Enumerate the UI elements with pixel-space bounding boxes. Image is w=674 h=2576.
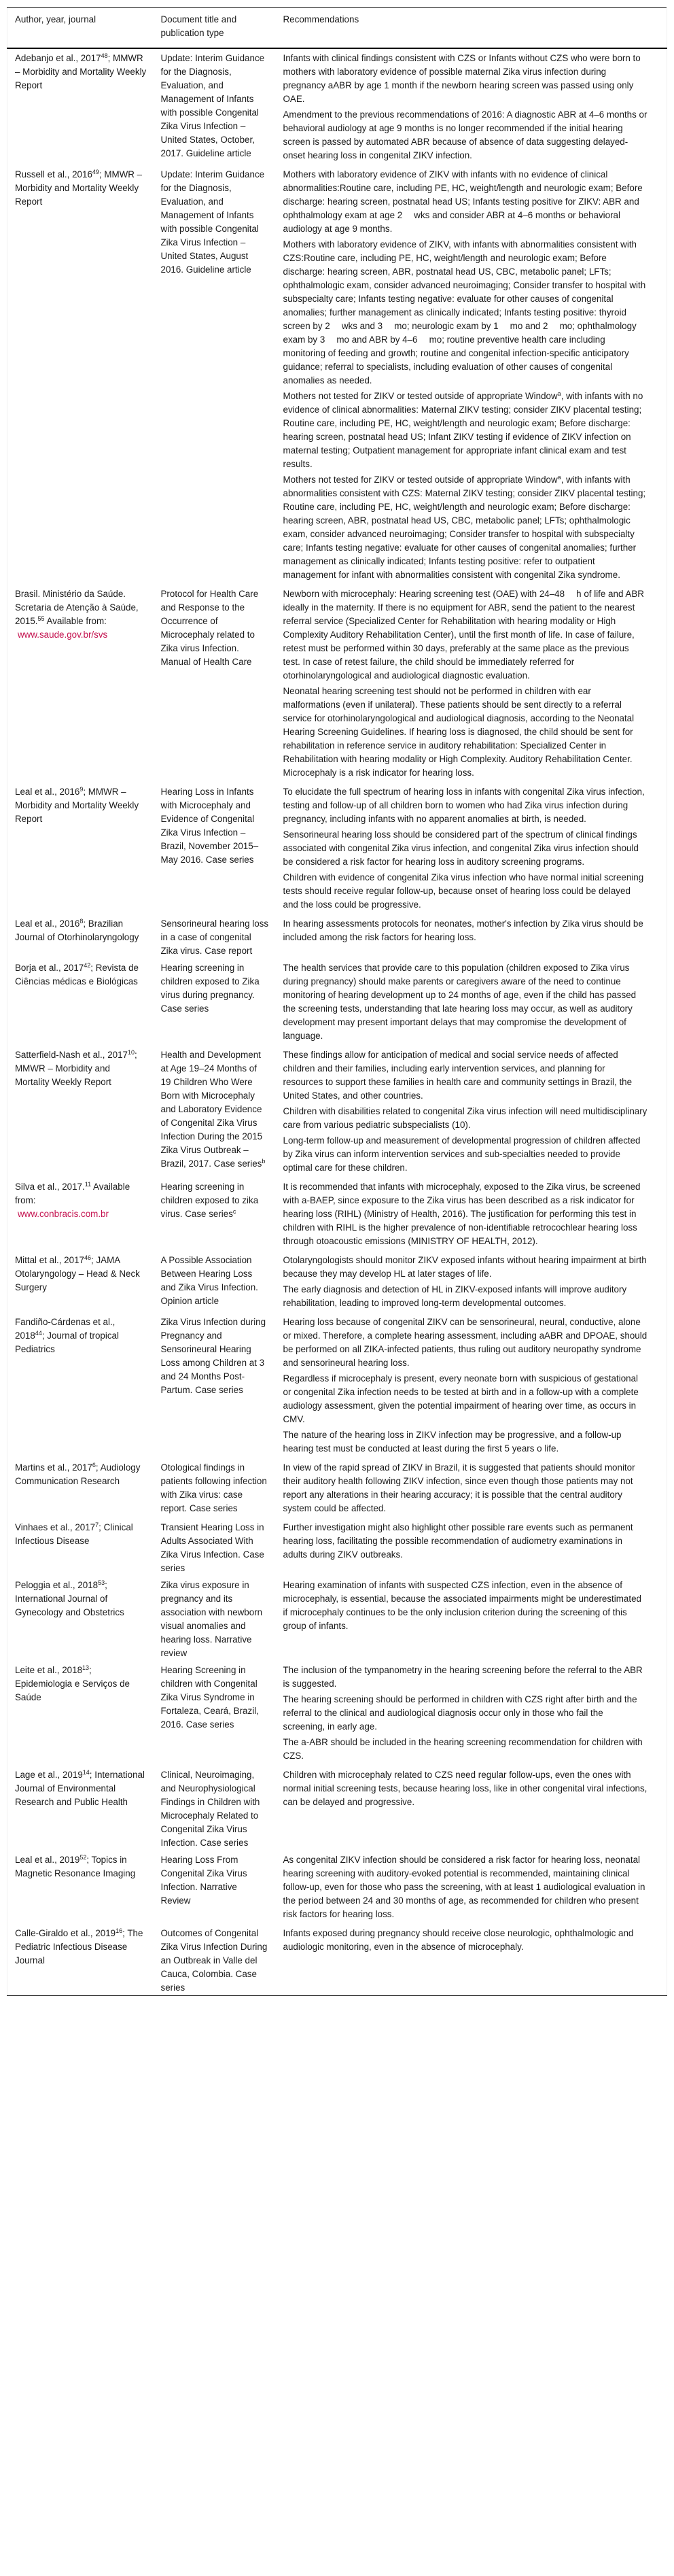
reference-number: 49 xyxy=(92,169,99,175)
header-document-title: Document title and publication type xyxy=(160,14,237,38)
table-row xyxy=(7,1661,667,1766)
journal-name: Available from: xyxy=(44,616,107,626)
reference-number: 6 xyxy=(92,1462,96,1469)
recommendation-paragraph xyxy=(283,390,648,471)
recommendation-text: Newborn with microcephaly: Hearing screening test (OAE) with 24–48 h of life and ABR ideally in the maternity. If there is no equipment for ABR, send the patient to the nearest referral service (Specialized Center for Rehabilitation with hearing modality or High Complexity Auditory Rehabilitation Center), until the first month of life. In case of failure, retest must be performed within 30 days, preferably at the same place as the previous test. In case of retest failure, the child should be immediately referred for otorhinolaryngological and audiological diagnostic evaluation. xyxy=(283,589,644,681)
recommendation-paragraph xyxy=(283,1254,648,1281)
recommendation-paragraph xyxy=(283,685,648,780)
document-title: Outcomes of Congenital Zika Virus Infection During an Outbreak in Valle del Cauca, Colombia. Case series xyxy=(160,1928,268,1993)
journal-name: ; Clinical Infectious Disease xyxy=(15,1522,133,1546)
author-cell xyxy=(7,1458,154,1518)
recommendation-paragraph xyxy=(283,1461,648,1515)
recommendation-paragraph xyxy=(283,1521,648,1562)
recommendation-text: The inclusion of the tympanometry in the hearing screening before the referral to the ABR is suggested. xyxy=(283,1665,643,1689)
reference-number: 14 xyxy=(82,1769,90,1776)
recommendation-paragraph xyxy=(283,1853,648,1921)
document-title: Hearing Loss in Infants with Microcephaly and Evidence of Congenital Zika Virus Infection – Brazil, November 2015–May 2016. Case series xyxy=(160,787,259,865)
recommendation-text: Children with disabilities related to congenital Zika virus infection will need multidisciplinary care from various pediatric subspecialists (10). xyxy=(283,1106,648,1130)
author-cell xyxy=(7,1766,154,1851)
document-title: Hearing screening in children exposed to zika virus. Case series xyxy=(160,1182,259,1219)
author-name: Leite et al., 2018 xyxy=(15,1665,83,1675)
recommendation-paragraph xyxy=(283,52,648,106)
document-title-cell xyxy=(154,1924,276,1996)
journal-name: ; Brazilian Journal of Otorhinolaryngology xyxy=(15,918,139,942)
author-cell xyxy=(7,1313,154,1458)
recommendation-text: These findings allow for anticipation of medical and social service needs of affected children and their families, including early intervention services, and planning for resources to support these families in health care and community settings in Brazil, the United States, and other countries. xyxy=(283,1050,633,1101)
recommendation-text: Mothers with laboratory evidence of ZIKV with infants with no evidence of clinical abnormalities:Routine care, including PE, HC, weight/length and neurologic exam; Before discharge: hearing screen, postnatal head US; Infants testing positive for ZIKV: ABR and ophthalmology exam at age 2 wks and consider ABR at 4–6 months or behavioral audiology at age 9 months. xyxy=(283,169,643,234)
reference-number: 10 xyxy=(128,1049,135,1056)
table-body xyxy=(7,48,667,1996)
recommendation-paragraph xyxy=(283,1180,648,1248)
recommendation-paragraph xyxy=(283,587,648,683)
recommendations-cell xyxy=(276,48,667,165)
reference-number: 8 xyxy=(79,918,84,925)
recommendations-table xyxy=(7,7,667,1996)
recommendation-text: Hearing loss because of congenital ZIKV can be sensorineural, neural, conductive, alone or mixed. Therefore, a complete hearing assessment, including aABR and DPOAE, should be performed on all ZIKA-infected patients, thus ruling out auditory neuropathy syndrome and sensorineural hearing loss. xyxy=(283,1317,648,1368)
recommendation-text: It is recommended that infants with microcephaly, exposed to the Zika virus, be screened with a-BAEP, since exposure to the Zika virus has been described as a risk indicator for hearing loss (RIHL) (Ministry of Health, 2016). The justification for performing this test in children with RIHL is the higher prevalence of non-identifiable retrocochlear hearing loss through otoacoustic emissions (MINISTRY OF HEALTH, 2012). xyxy=(283,1182,641,1246)
document-title: Transient Hearing Loss in Adults Associated With Zika Virus Infection. Case series xyxy=(160,1522,264,1573)
recommendation-text: The hearing screening should be performed in children with CZS right after birth and the referral to the clinical and audiological diagnosis occur only in those who fail the screening, in early age. xyxy=(283,1694,637,1732)
footnote-marker: a xyxy=(557,474,561,481)
recommendations-cell xyxy=(276,1576,667,1661)
document-title: Clinical, Neuroimaging, and Neurophysiological Findings in Children with Microcephaly Related to Congenital Zika Virus Infection. Case series xyxy=(160,1770,260,1848)
recommendation-paragraph xyxy=(283,828,648,869)
author-cell xyxy=(7,1851,154,1924)
document-title-cell xyxy=(154,1046,276,1178)
reference-number: 52 xyxy=(79,1854,87,1861)
source-link[interactable]: www.saude.gov.br/svs xyxy=(18,630,108,640)
recommendations-cell xyxy=(276,1458,667,1518)
document-title: A Possible Association Between Hearing Loss and Zika Virus Infection. Opinion article xyxy=(160,1255,258,1306)
recommendations-cell xyxy=(276,1251,667,1313)
document-title-cell xyxy=(154,165,276,585)
recommendation-text: Infants with clinical findings consistent with CZS or Infants without CZS who were born to mothers with laboratory evidence of possible maternal Zika virus infection during pregnancy aABR by age 1 month if the newborn hearing screen was passed using only OAE. xyxy=(283,53,641,104)
reference-number: 53 xyxy=(98,1579,105,1586)
recommendations-cell xyxy=(276,1766,667,1851)
journal-name: ; Journal of tropical Pediatrics xyxy=(15,1330,119,1354)
reference-number: 55 xyxy=(37,615,45,622)
document-title-cell xyxy=(154,1851,276,1924)
recommendations-cell xyxy=(276,1661,667,1766)
recommendation-paragraph xyxy=(283,1736,648,1763)
author-cell xyxy=(7,585,154,783)
reference-number: 9 xyxy=(79,786,84,793)
author-cell xyxy=(7,914,154,959)
recommendation-text: Sensorineural hearing loss should be considered part of the spectrum of clinical findings associated with congenital Zika virus infection, and congenital Zika virus infection should be considered a risk factor for hearing loss in auditory screening programs. xyxy=(283,829,639,867)
recommendation-paragraph xyxy=(283,1283,648,1310)
recommendation-paragraph xyxy=(283,1428,648,1456)
document-title-cell xyxy=(154,1458,276,1518)
header-author: Author, year, journal xyxy=(15,14,96,24)
document-title-cell xyxy=(154,959,276,1046)
recommendation-text: Infants exposed during pregnancy should receive close neurologic, ophthalmologic and audiologic monitoring, even in the absence of microcephaly. xyxy=(283,1928,634,1952)
footnote-marker: a xyxy=(557,390,561,397)
recommendation-paragraph xyxy=(283,961,648,1043)
recommendation-paragraph xyxy=(283,871,648,912)
recommendations-cell xyxy=(276,1851,667,1924)
author-name: Martins et al., 2017 xyxy=(15,1462,92,1473)
recommendation-text-continued: , with infants with abnormalities consistent with CZS: Maternal ZIKV testing; consider ZIKV placental testing; Routine care, including PE, HC, weight/length and neurologic exam; Before discharge: hearing screen, ABR, postnatal head US, CBC, metabolic panel; LFTs; ophthalmologic exam, consider advanced neuroimaging; Consider transfer to hospital with subspecialty care; Infants testing negative: evaluate for other causes of congenital anomalies; further management as clinically indicated; Infants testing positive: refer to outpatient management for infant with abnormalities consistent with congenital Zika syndrome. xyxy=(283,475,646,580)
document-title-cell xyxy=(154,585,276,783)
document-title-cell xyxy=(154,1251,276,1313)
recommendation-paragraph xyxy=(283,1927,648,1954)
recommendations-cell xyxy=(276,585,667,783)
table-row xyxy=(7,783,667,914)
document-title-cell xyxy=(154,1661,276,1766)
table-row xyxy=(7,1518,667,1576)
author-name: Calle-Giraldo et al., 2019 xyxy=(15,1928,116,1938)
recommendation-paragraph xyxy=(283,1372,648,1426)
author-cell xyxy=(7,1518,154,1576)
author-name: Peloggia et al., 2018 xyxy=(15,1580,99,1590)
recommendation-text: The a-ABR should be included in the hearing screening recommendation for children with CZS. xyxy=(283,1737,643,1761)
author-name: Silva et al., 2017. xyxy=(15,1182,85,1192)
author-name: Lage et al., 2019 xyxy=(15,1770,83,1780)
author-cell xyxy=(7,1046,154,1178)
author-name: Leal et al., 2019 xyxy=(15,1855,80,1865)
journal-name: ; The Pediatric Infectious Disease Journal xyxy=(15,1928,143,1965)
author-name: Borja et al., 2017 xyxy=(15,963,84,973)
document-title: Hearing Screening in children with Congenital Zika Virus Syndrome in Fortaleza, Ceará, Brazil, 2016. Case series xyxy=(160,1665,259,1730)
recommendation-text: Regardless if microcephaly is present, every neonate born with suspicious of gestational or congenital Zika infection needs to be tested at birth and in a follow-up with a complete audiology assessment, given the potential impairment of hearing over time, as occurs in CMV. xyxy=(283,1373,639,1424)
document-title: Health and Development at Age 19–24 Months of 19 Children Who Were Born with Microcephaly and Laboratory Evidence of Congenital Zika Virus Infection During the 2015 Zika Virus Outbreak – Brazil, 2017. Case series xyxy=(160,1050,263,1169)
document-title: Sensorineural hearing loss in a case of congenital Zika virus. Case report xyxy=(160,918,269,956)
table-row xyxy=(7,1313,667,1458)
footnote-marker: b xyxy=(262,1158,266,1165)
author-cell xyxy=(7,1924,154,1996)
journal-name: ; International Journal of Environmental Research and Public Health xyxy=(15,1770,145,1807)
author-cell xyxy=(7,1251,154,1313)
table-row xyxy=(7,914,667,959)
recommendation-text: Children with microcephaly related to CZS need regular follow-ups, even the ones with normal initial screening tests, because hearing loss, like in other congenital viral infections, can be delayed and progressive. xyxy=(283,1770,648,1807)
document-title-cell xyxy=(154,1576,276,1661)
table-row xyxy=(7,1766,667,1851)
recommendation-text: The nature of the hearing loss in ZIKV infection may be progressive, and a follow-up hearing test must be conducted at least during the first 5 years o life. xyxy=(283,1430,622,1454)
recommendations-cell xyxy=(276,1313,667,1458)
footnote-marker: c xyxy=(232,1208,236,1215)
author-cell xyxy=(7,1178,154,1251)
journal-name: ; MMWR – Morbidity and Mortality Weekly Report xyxy=(15,169,143,207)
recommendations-cell xyxy=(276,1046,667,1178)
author-name: Fandiño-Cárdenas et al., 2018 xyxy=(15,1317,116,1341)
recommendation-text: As congenital ZIKV infection should be considered a risk factor for hearing loss, neonatal hearing screening with auditory-evoked potential is recommended, maintaining clinical follow-up, even for those who pass the screening, with at least 1 audiological evaluation in the period between 24 and 30 months of age, as recommended for children who present risk factors for hearing loss. xyxy=(283,1855,645,1919)
recommendation-text: The early diagnosis and detection of HL in ZIKV-exposed infants will improve auditory rehabilitation, leading to improved long-term developmental outcomes. xyxy=(283,1284,627,1308)
recommendation-text: Amendment to the previous recommendations of 2016: A diagnostic ABR at 4–6 months or behavioral audiology at age 9 months is no longer recommended if the initial hearing screen is passed by automated ABR because of absence of data suggesting delayed-onset hearing loss in congenital ZIKV infection. xyxy=(283,109,648,160)
document-title-cell xyxy=(154,783,276,914)
recommendation-paragraph xyxy=(283,785,648,826)
table-row xyxy=(7,1251,667,1313)
recommendation-text: Mothers not tested for ZIKV or tested outside of appropriate Window xyxy=(283,391,558,401)
table-row xyxy=(7,1458,667,1518)
recommendation-paragraph xyxy=(283,1579,648,1633)
recommendation-text: Hearing examination of infants with suspected CZS infection, even in the absence of microcephaly, is essential, because the associated impairments might be underestimated if microcephaly continues to be the only inclusion criterion during the screening of this group of infants. xyxy=(283,1580,641,1631)
document-title-cell xyxy=(154,1766,276,1851)
recommendation-paragraph xyxy=(283,1768,648,1809)
recommendation-text: The health services that provide care to this population (children exposed to Zika virus during pregnancy) should make parents or caregivers aware of the need to continue monitoring of hearing development up to 24 months of age, even if the child has passed the screening tests, understanding that late hearing loss may occur, as well as auditory development may present important delays that may compromise the development of language. xyxy=(283,963,637,1041)
author-cell xyxy=(7,48,154,165)
recommendation-text: Neonatal hearing screening test should not be performed in children with ear malformations (even if unilateral). These patients should be sent directly to a referral service for otorhinolaryngological and audiological diagnosis, according to the Neonatal Hearing Screening Guidelines. If hearing loss is diagnosed, the child should be sent for rehabilitation in reference service in auditory rehabilitation: Specialized Center in Rehabilitation with hearing modality or High Complexity. Auditory Rehabilitation Center. Microcephaly is a risk indicator for hearing loss. xyxy=(283,686,635,778)
recommendation-paragraph xyxy=(283,1664,648,1691)
document-title-cell xyxy=(154,1313,276,1458)
recommendation-text: In view of the rapid spread of ZIKV in Brazil, it is suggested that patients should monitor their auditory health following ZIKV infection, since even though those patients may not report any alterations in their hearing accuracy; it is possible that the central auditory system could be affected. xyxy=(283,1462,635,1513)
recommendations-cell xyxy=(276,783,667,914)
recommendation-paragraph xyxy=(283,1048,648,1103)
table-row xyxy=(7,48,667,165)
recommendation-paragraph xyxy=(283,1693,648,1734)
reference-number: 11 xyxy=(84,1181,92,1188)
table-row xyxy=(7,585,667,783)
recommendation-paragraph xyxy=(283,108,648,162)
journal-name: ; Audiology Communication Research xyxy=(15,1462,141,1486)
document-title: Update: Interim Guidance for the Diagnosis, Evaluation, and Management of Infants with possible Congenital Zika Virus Infection – United States, October, 2017. Guideline article xyxy=(160,53,265,158)
table-row xyxy=(7,1046,667,1178)
recommendation-text: Otolaryngologists should monitor ZIKV exposed infants without hearing impairment at birth because they may develop HL at later stages of life. xyxy=(283,1255,647,1279)
reference-number: 48 xyxy=(101,52,108,59)
journal-name: ; MMWR – Morbidity and Mortality Weekly Report xyxy=(15,787,139,824)
recommendation-text: To elucidate the full spectrum of hearing loss in infants with congenital Zika virus infection, testing and follow-up of all children born to women who had Zika virus infection during pregnancy, including infants with no apparent anomalies at birth, is needed. xyxy=(283,787,645,824)
recommendation-text: Children with evidence of congenital Zika virus infection who have normal initial screening tests should receive regular follow-up, because onset of hearing loss could be delayed and the loss could be progressive. xyxy=(283,872,644,910)
recommendation-paragraph xyxy=(283,168,648,236)
table-row xyxy=(7,1851,667,1924)
document-title: Zika virus exposure in pregnancy and its association with newborn visual anomalies and hearing loss. Narrative review xyxy=(160,1580,263,1658)
author-name: Leal et al., 2016 xyxy=(15,918,80,929)
document-title: Hearing Loss From Congenital Zika Virus Infection. Narrative Review xyxy=(160,1855,247,1906)
journal-name: ; JAMA Otolaryngology – Head & Neck Surgery xyxy=(15,1255,140,1292)
author-name: Brasil. Ministério da Saúde. Scretaria de Atenção à Saúde, 2015. xyxy=(15,589,139,626)
author-name: Vinhaes et al., 2017 xyxy=(15,1522,96,1532)
author-cell xyxy=(7,1661,154,1766)
reference-number: 16 xyxy=(116,1927,123,1934)
author-cell xyxy=(7,959,154,1046)
recommendations-cell xyxy=(276,1518,667,1576)
journal-name: ; Topics in Magnetic Resonance Imaging xyxy=(15,1855,136,1878)
table-row xyxy=(7,165,667,585)
recommendation-text: Long-term follow-up and measurement of developmental progression of children affected by Zika virus can inform intervention services and sub-specialties needed to provide optimal care for these children. xyxy=(283,1135,641,1173)
recommendations-cell xyxy=(276,165,667,585)
recommendation-text: Mothers not tested for ZIKV or tested outside of appropriate Window xyxy=(283,475,558,485)
recommendations-cell xyxy=(276,914,667,959)
document-title: Zika Virus Infection during Pregnancy and Sensorineural Hearing Loss among Children at 3 and 24 Months Post-Partum. Case series xyxy=(160,1317,266,1395)
document-title-cell xyxy=(154,914,276,959)
journal-name: ; MMWR – Morbidity and Mortality Weekly Report xyxy=(15,53,147,90)
document-title: Update: Interim Guidance for the Diagnosis, Evaluation, and Management of Infants with possible Congenital Zika Virus Infection – United States, August 2016. Guideline article xyxy=(160,169,265,275)
recommendation-text: Mothers with laboratory evidence of ZIKV, with infants with abnormalities consistent with CZS:Routine care, including PE, HC, weight/length and neurologic exam; Before discharge: hearing screen, ABR, postnatal head US, CBC, metabolic panel; LFTs; ophthalmologic exam, consider advanced neuroimaging; Consider transfer to hospital with subspecialty care; Infants testing negative: evaluate for other causes of congenital anomalies; further management as clinically indicated; Infants testing positive: thyroid screen by 2 wks and 3 mo; neurologic exam by 1 mo and 2 mo; ophthalmology exam by 3 mo and ABR by 4–6 mo; routine preventive health care including monitoring of feeding and growth; routine and congenital infection-specific anticipatory guidance; referral to specialists, including evaluation of other causes of congenital anomalies as needed. xyxy=(283,239,646,385)
reference-number: 46 xyxy=(84,1254,91,1261)
recommendations-cell xyxy=(276,959,667,1046)
journal-name: ; Epidemiologia e Serviços de Saúde xyxy=(15,1665,130,1702)
recommendation-paragraph xyxy=(283,1316,648,1370)
document-title: Otological findings in patients following infection with Zika virus: case report. Case series xyxy=(160,1462,267,1513)
recommendation-paragraph xyxy=(283,473,648,582)
author-cell xyxy=(7,783,154,914)
reference-number: 42 xyxy=(84,962,91,969)
table-header-row xyxy=(7,8,667,49)
table-row xyxy=(7,959,667,1046)
author-name: Adebanjo et al., 2017 xyxy=(15,53,101,63)
journal-name: ; MMWR – Morbidity and Mortality Weekly Report xyxy=(15,1050,137,1087)
reference-number: 13 xyxy=(82,1664,90,1671)
document-title: Hearing screening in children exposed to Zika virus during pregnancy. Case series xyxy=(160,963,260,1014)
recommendation-paragraph xyxy=(283,1105,648,1132)
author-cell xyxy=(7,165,154,585)
reference-number: 44 xyxy=(35,1330,42,1337)
author-cell xyxy=(7,1576,154,1661)
recommendations-cell xyxy=(276,1924,667,1996)
recommendation-paragraph xyxy=(283,1134,648,1175)
header-recommendations: Recommendations xyxy=(283,14,359,24)
recommendation-paragraph xyxy=(283,917,648,944)
document-title-cell xyxy=(154,1518,276,1576)
reference-number: 7 xyxy=(95,1522,99,1528)
document-title-cell xyxy=(154,48,276,165)
author-name: Satterfield-Nash et al., 2017 xyxy=(15,1050,128,1060)
recommendation-text: In hearing assessments protocols for neonates, mother's infection by Zika virus should be included among the risk factors for hearing loss. xyxy=(283,918,643,942)
journal-name: Available from: xyxy=(15,1182,130,1205)
recommendation-text: Further investigation might also highlight other possible rare events such as permanent hearing loss, facilitating the possible recommendation of audiometry examinations in adults during ZIKV outbreaks. xyxy=(283,1522,633,1560)
journal-name: ; International Journal of Gynecology and Obstetrics xyxy=(15,1580,124,1617)
journal-name: ; Revista de Ciências médicas e Biológicas xyxy=(15,963,139,986)
recommendation-text-continued: , with infants with no evidence of clinical abnormalities: Maternal ZIKV testing; consider ZIKV placental testing; Routine care, including PE, HC, weight/length and neurologic exam; Before discharge: hearing screen, postnatal head US; Infant ZIKV testing if evidence of ZIKV infection on maternal testing; Outpatient management for appropriate infant clinical exam and test results. xyxy=(283,391,643,469)
document-title: Protocol for Health Care and Response to the Occurrence of Microcephaly related to Zika virus Infection. Manual of Health Care xyxy=(160,589,259,667)
recommendation-paragraph xyxy=(283,238,648,388)
author-name: Russell et al., 2016 xyxy=(15,169,92,179)
table-row xyxy=(7,1924,667,1996)
author-name: Leal et al., 2016 xyxy=(15,787,80,797)
document-title-cell xyxy=(154,1178,276,1251)
source-link[interactable]: www.conbracis.com.br xyxy=(18,1209,109,1219)
author-name: Mittal et al., 2017 xyxy=(15,1255,84,1265)
table-row xyxy=(7,1178,667,1251)
table-row xyxy=(7,1576,667,1661)
recommendations-cell xyxy=(276,1178,667,1251)
